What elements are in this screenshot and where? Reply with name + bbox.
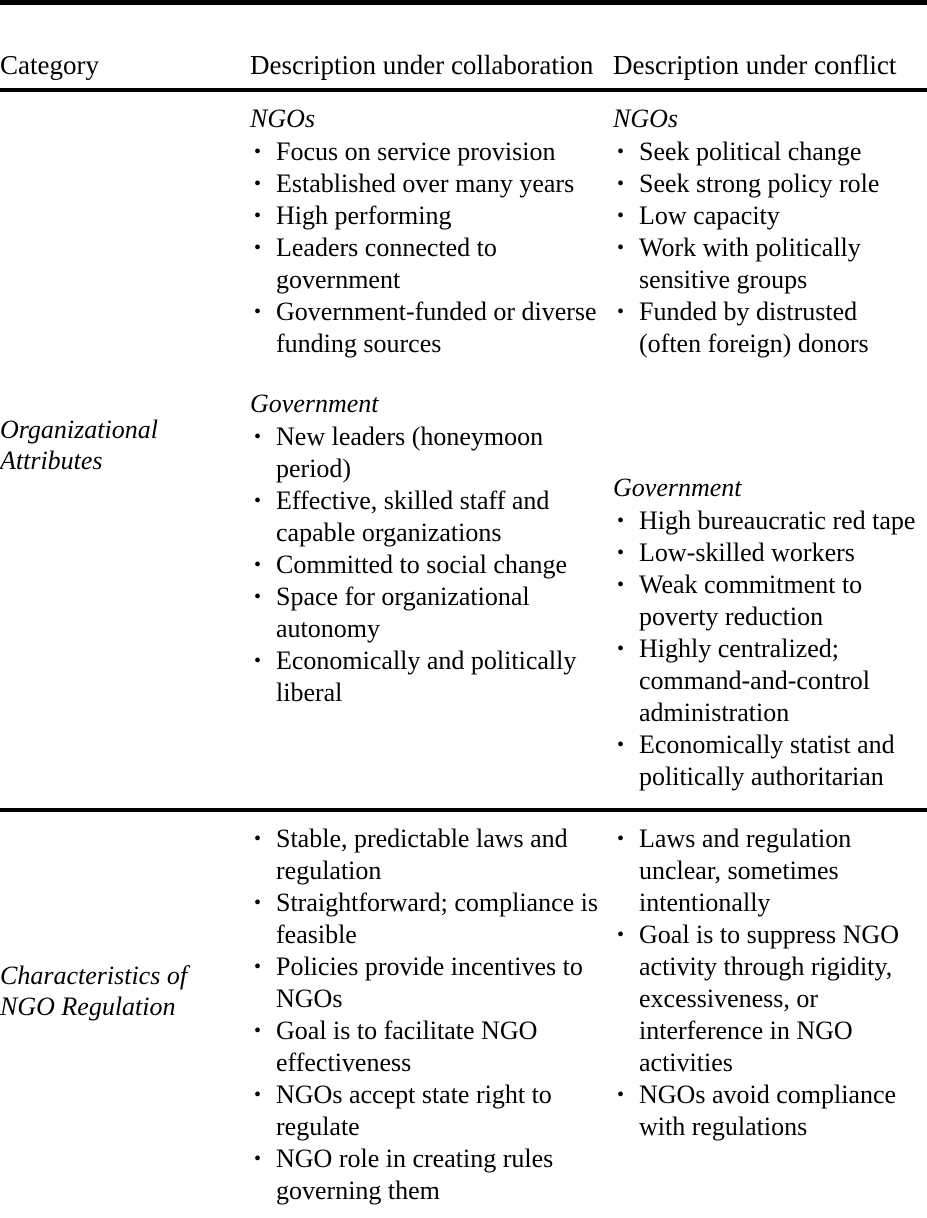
table-row <box>0 92 927 793</box>
header-label-collaboration: Description under collaboration <box>250 50 594 80</box>
bullet-group <box>613 472 923 793</box>
row-category-label: Characteristics of NGO Regulation <box>0 961 188 1021</box>
bullet-list <box>250 823 603 1207</box>
row-conflict-cell <box>613 812 927 1143</box>
list-item: • Focus on service provision <box>250 136 603 168</box>
list-item: • Straightforward; compliance is feasible <box>250 887 603 951</box>
list-item: • Goal is to suppress NGO activity through rigidity, excessiveness, or interference in NGO activities <box>613 919 923 1079</box>
bullet-list <box>613 823 923 1143</box>
list-item: • Seek political change <box>613 136 923 168</box>
row-conflict-cell <box>613 92 927 793</box>
bullet-group-subheading: Government <box>613 473 742 502</box>
list-item: • Seek strong policy role <box>613 168 923 200</box>
list-item: • Government-funded or diverse funding sources <box>250 296 603 360</box>
list-item: • NGO role in creating rules governing them <box>250 1143 603 1207</box>
header-label-category: Category <box>0 50 99 80</box>
list-item: • NGOs avoid compliance with regulations <box>613 1079 923 1143</box>
bullet-list <box>613 136 923 360</box>
list-item: • Effective, skilled staff and capable organizations <box>250 485 603 549</box>
list-item: • Economically statist and politically authoritarian <box>613 729 923 793</box>
row-collaboration-cell <box>250 812 613 1207</box>
header-cell-conflict <box>613 0 927 88</box>
list-item: • NGOs accept state right to regulate <box>250 1079 603 1143</box>
list-item: • Goal is to facilitate NGO effectiveness <box>250 1015 603 1079</box>
bullet-group-subheading: NGOs <box>613 104 679 133</box>
header-label-conflict: Description under conflict <box>613 50 897 80</box>
bullet-list <box>250 421 603 709</box>
header-cell-collaboration <box>250 0 613 88</box>
list-item: • Leaders connected to government <box>250 232 603 296</box>
list-item: • Low capacity <box>613 200 923 232</box>
list-item: • Economically and politically liberal <box>250 645 603 709</box>
list-item: • High performing <box>250 200 603 232</box>
list-item: • Space for organizational autonomy <box>250 581 603 645</box>
list-item: • Weak commitment to poverty reduction <box>613 569 923 633</box>
list-item: • High bureaucratic red tape <box>613 505 923 537</box>
bullet-group-subheading: NGOs <box>250 104 316 133</box>
list-item: • Highly centralized; command-and-control administration <box>613 633 923 729</box>
list-item: • Laws and regulation unclear, sometimes intentionally <box>613 823 923 919</box>
bullet-group <box>250 823 603 1207</box>
header-cell-category <box>0 0 250 88</box>
bullet-group <box>250 388 603 709</box>
list-item: • Stable, predictable laws and regulation <box>250 823 603 887</box>
bullet-group <box>613 103 923 360</box>
row-category-label: Organizational Attributes <box>0 415 158 475</box>
bullet-group <box>250 103 603 360</box>
table-header-row <box>0 0 927 88</box>
bullet-group <box>613 823 923 1143</box>
list-item: • Funded by distrusted (often foreign) donors <box>613 296 923 360</box>
list-item: • Policies provide incentives to NGOs <box>250 951 603 1015</box>
bullet-list <box>250 136 603 360</box>
list-item: • New leaders (honeymoon period) <box>250 421 603 485</box>
list-item: • Low-skilled workers <box>613 537 923 569</box>
table-row <box>0 812 927 1207</box>
row-category-cell <box>0 812 250 1022</box>
list-item: • Work with politically sensitive groups <box>613 232 923 296</box>
row-collaboration-cell <box>250 92 613 709</box>
row-category-cell <box>0 92 250 476</box>
bullet-list <box>613 505 923 793</box>
bullet-group-subheading: Government <box>250 389 379 418</box>
list-item: • Established over many years <box>250 168 603 200</box>
list-item: • Committed to social change <box>250 549 603 581</box>
